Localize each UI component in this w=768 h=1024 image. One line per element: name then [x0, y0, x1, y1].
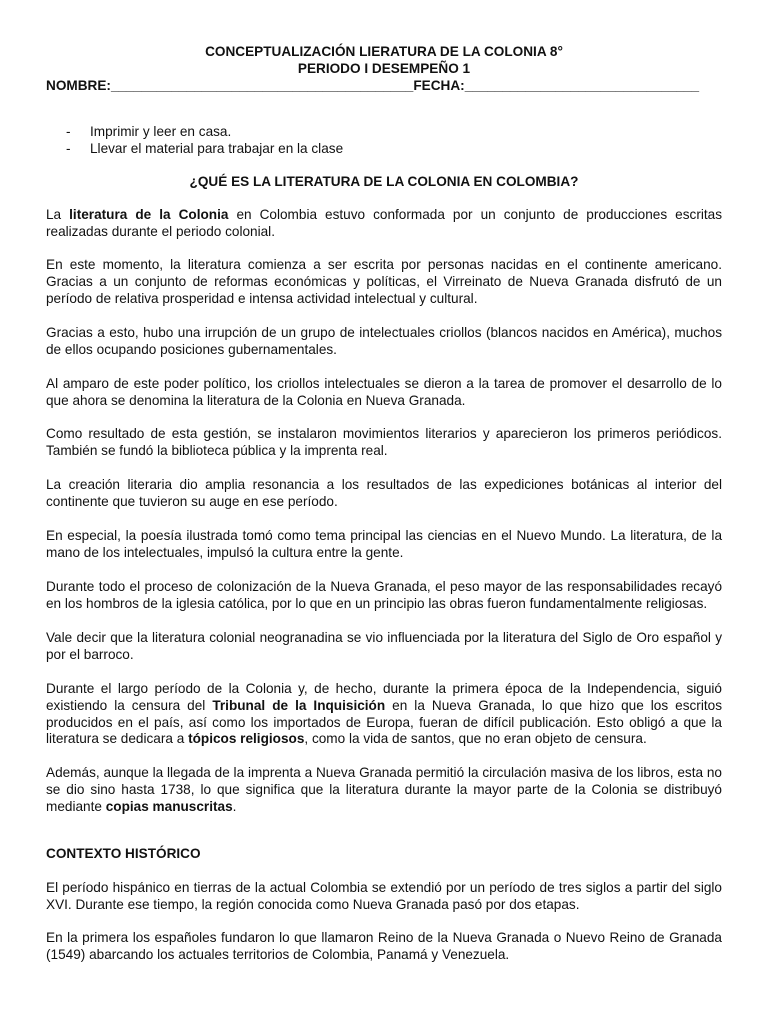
paragraph-2: En este momento, la literatura comienza a ser escrita por personas nacidas en el continente americano. Gracias a un conjunto de reformas económicas y políticas, el Virreinato de Nueva Granada disfrutó de un período de relativa prosperidad e intensa actividad intelectual y cultural.	[46, 257, 722, 306]
dash-bullet-icon: -	[66, 141, 71, 156]
document-title: CONCEPTUALIZACIÓN LIERATURA DE LA COLONIA 8°	[205, 44, 563, 59]
instruction-text: Llevar el material para trabajar en la clase	[90, 141, 344, 156]
paragraph-9: Vale decir que la literatura colonial neogranadina se vio influenciada por la literatura del Siglo de Oro español y por el barroco.	[46, 630, 722, 662]
paragraph-10: Durante el largo período de la Colonia y, de hecho, durante la primera época de la Independencia, siguió existiendo la censura del Tribunal de la Inquisición en la Nueva Granada, lo que hizo que los escritos producidos en el país, así como los importados de Europa, fueran de difícil publicación. Esto obligó a que la literatura se dedicara a tópicos religiosos, como la vida de santos, que no eran objeto de censura.	[46, 681, 722, 747]
document-subtitle: PERIODO I DESEMPEÑO 1	[297, 61, 471, 76]
section-heading: CONTEXTO HISTÓRICO	[46, 846, 201, 861]
paragraph-4: Al amparo de este poder político, los criollos intelectuales se dieron a la tarea de promover el desarrollo de lo que ahora se denomina la literatura de la Colonia en Nueva Granada.	[46, 376, 722, 408]
paragraph-13: En la primera los españoles fundaron lo que llamaron Reino de la Nueva Granada o Nuevo Reino de Granada (1549) abarcando los actuales territorios de Colombia, Panamá y Venezuela.	[46, 930, 722, 962]
bold-term: Tribunal de la Inquisición	[212, 697, 386, 713]
bold-term: tópicos religiosos	[188, 731, 305, 747]
name-date-line: NOMBRE:________________________________________FECHA:_______________________________	[46, 78, 700, 93]
list-item	[66, 124, 343, 141]
dash-bullet-icon: -	[66, 124, 71, 139]
paragraph-7: En especial, la poesía ilustrada tomó como tema principal las ciencias en el Nuevo Mundo. La literatura, de la mano de los intelectuales, impulsó la cultura entre la gente.	[46, 528, 722, 560]
instruction-text: Imprimir y leer en casa.	[90, 124, 232, 139]
paragraph-11: Además, aunque la llegada de la imprenta a Nueva Granada permitió la circulación masiva de los libros, esta no se dio sino hasta 1738, lo que significa que la literatura durante la mayor parte de la Colonia se distribuyó mediante copias manuscritas.	[46, 765, 722, 814]
list-item	[66, 141, 343, 158]
paragraph-1: La literatura de la Colonia en Colombia estuvo conformada por un conjunto de producciones escritas realizadas durante el periodo colonial.	[46, 207, 723, 239]
bold-term: copias manuscritas	[105, 798, 233, 814]
paragraph-8: Durante todo el proceso de colonización de la Nueva Granada, el peso mayor de las responsabilidades recayó en los hombros de la iglesia católica, por lo que en un principio las obras fueron fundamentalmente religiosas.	[46, 579, 722, 611]
paragraph-6: La creación literaria dio amplia resonancia a los resultados de las expediciones botánicas al interior del continente que tuvieron su auge en ese período.	[46, 477, 722, 509]
bold-term: literatura de la Colonia	[69, 207, 229, 222]
section-heading: ¿QUÉ ES LA LITERATURA DE LA COLONIA EN COLOMBIA?	[189, 174, 579, 189]
paragraph-12: El período hispánico en tierras de la actual Colombia se extendió por un período de tres siglos a partir del siglo XVI. Durante ese tiempo, la región conocida como Nueva Granada pasó por dos etapas.	[46, 880, 722, 912]
paragraph-3: Gracias a esto, hubo una irrupción de un grupo de intelectuales criollos (blancos nacidos en América), muchos de ellos ocupando posiciones gubernamentales.	[46, 325, 722, 357]
instructions-list	[66, 124, 343, 158]
paragraph-5: Como resultado de esta gestión, se instalaron movimientos literarios y aparecieron los primeros periódicos. También se fundó la biblioteca pública y la imprenta real.	[46, 426, 722, 458]
